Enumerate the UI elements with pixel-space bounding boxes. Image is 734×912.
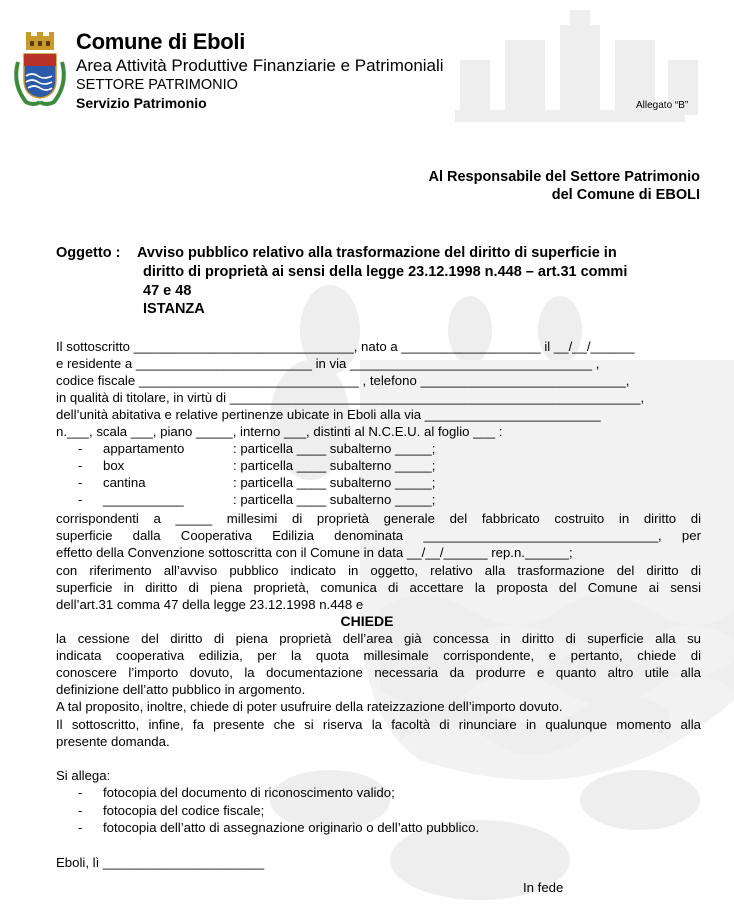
form-line-4: in qualità di titolare, in virtù di ________________________________________________________, xyxy=(56,390,645,405)
subject-line-4: ISTANZA xyxy=(143,301,205,317)
request-line-7: presente domanda. xyxy=(56,734,170,749)
list-dash: - xyxy=(78,785,83,800)
subject-line-2: diritto di proprietà ai sensi della legge 23.12.1998 n.448 – art.31 commi xyxy=(143,264,628,280)
list-dash: - xyxy=(78,820,83,835)
list-item-detail: : particella ____ subalterno _____; xyxy=(233,475,436,490)
request-heading: CHIEDE xyxy=(340,613,394,629)
list-dash: - xyxy=(78,492,83,507)
list-item-detail: : particella ____ subalterno _____; xyxy=(233,441,436,456)
list-dash: - xyxy=(78,803,83,818)
form-line-2: e residente a ________________________ in via _________________________________ , xyxy=(56,356,600,371)
subject-label: Oggetto : xyxy=(56,245,121,261)
list-dash: - xyxy=(78,458,83,473)
list-item-name: box xyxy=(103,458,125,473)
request-line-3: conoscere l’importo dovuto, la documentazione necessaria da produrre e quanto altro utile alla xyxy=(56,665,701,680)
request-line-1: la cessione del diritto di piena proprietà dell’area già concessa in diritto di superficie alla su xyxy=(56,631,701,646)
organization-service: Servizio Patrimonio xyxy=(76,95,207,111)
reference-line-2: superficie in diritto di piena proprietà, comunica di accettare la proposta del Comune ai sensi xyxy=(56,580,701,595)
form-line-1: Il sottoscritto ______________________________, nato a ___________________ il __/__/______ xyxy=(56,339,635,354)
cooperative-line-2: superficie dalla Cooperativa Edilizia denominata ________________________________, per xyxy=(56,528,701,543)
organization-area: Area Attività Produttive Finanziarie e Patrimoniali xyxy=(76,56,444,75)
reference-line-1: con riferimento all’avviso pubblico indicato in oggetto, relativo alla trasformazione del diritto di xyxy=(56,563,701,578)
request-line-4: definizione dell’atto pubblico in argomento. xyxy=(56,682,306,697)
organization-title: Comune di Eboli xyxy=(76,29,246,54)
list-item-detail: : particella ____ subalterno _____; xyxy=(233,492,436,507)
list-item-name: ___________ xyxy=(103,492,184,507)
addressee-line-2: del Comune di EBOLI xyxy=(551,187,700,203)
comune-crest-logo xyxy=(12,32,68,108)
request-line-5: A tal proposito, inoltre, chiede di poter usufruire della rateizzazione dell’importo dovuto. xyxy=(56,699,563,714)
list-item-detail: : particella ____ subalterno _____; xyxy=(233,458,436,473)
place-date-field: Eboli, lì ______________________ xyxy=(56,855,265,870)
attachments-label: Si allega: xyxy=(56,768,111,783)
attachment-item: fotocopia del codice fiscale; xyxy=(103,803,265,818)
subject-line-3: 47 e 48 xyxy=(143,283,192,299)
signature-label: In fede xyxy=(523,880,564,895)
list-item-name: cantina xyxy=(103,475,146,490)
list-item-name: appartamento xyxy=(103,441,185,456)
form-line-5: dell’unità abitativa e relative pertinenze ubicate in Eboli alla via ________________________ xyxy=(56,407,601,422)
cooperative-line-3: effetto della Convenzione sottoscritta con il Comune in data __/__/______ rep.n.______; xyxy=(56,545,573,560)
list-dash: - xyxy=(78,475,83,490)
request-line-2: indicata cooperativa edilizia, per la quota millesimale corrispondente, e pertanto, chiede di xyxy=(56,648,701,663)
reference-line-3: dell’art.31 comma 47 della legge 23.12.1998 n.448 e xyxy=(56,597,364,612)
attachment-item: fotocopia dell’atto di assegnazione originario o dell’atto pubblico. xyxy=(103,820,480,835)
list-dash: - xyxy=(78,441,83,456)
addressee-line-1: Al Responsabile del Settore Patrimonio xyxy=(428,169,700,185)
cooperative-line-1: corrispondenti a _____ millesimi di proprietà generale del fabbricato costruito in diritto di xyxy=(56,511,701,526)
attachment-item: fotocopia del documento di riconoscimento valido; xyxy=(103,785,395,800)
subject-line-1: Avviso pubblico relativo alla trasformazione del diritto di superficie in xyxy=(137,245,617,261)
form-line-3: codice fiscale ______________________________ , telefono ____________________________, xyxy=(56,373,630,388)
request-line-6: Il sottoscritto, infine, fa presente che si riserva la facoltà di rinunciare in qualunque momento alla xyxy=(56,717,701,732)
attachment-label: Allegato “B” xyxy=(636,100,689,111)
organization-sector: SETTORE PATRIMONIO xyxy=(76,77,238,93)
form-line-6: n.___, scala ___, piano _____, interno ___, distinti al N.C.E.U. al foglio ___ : xyxy=(56,424,503,439)
